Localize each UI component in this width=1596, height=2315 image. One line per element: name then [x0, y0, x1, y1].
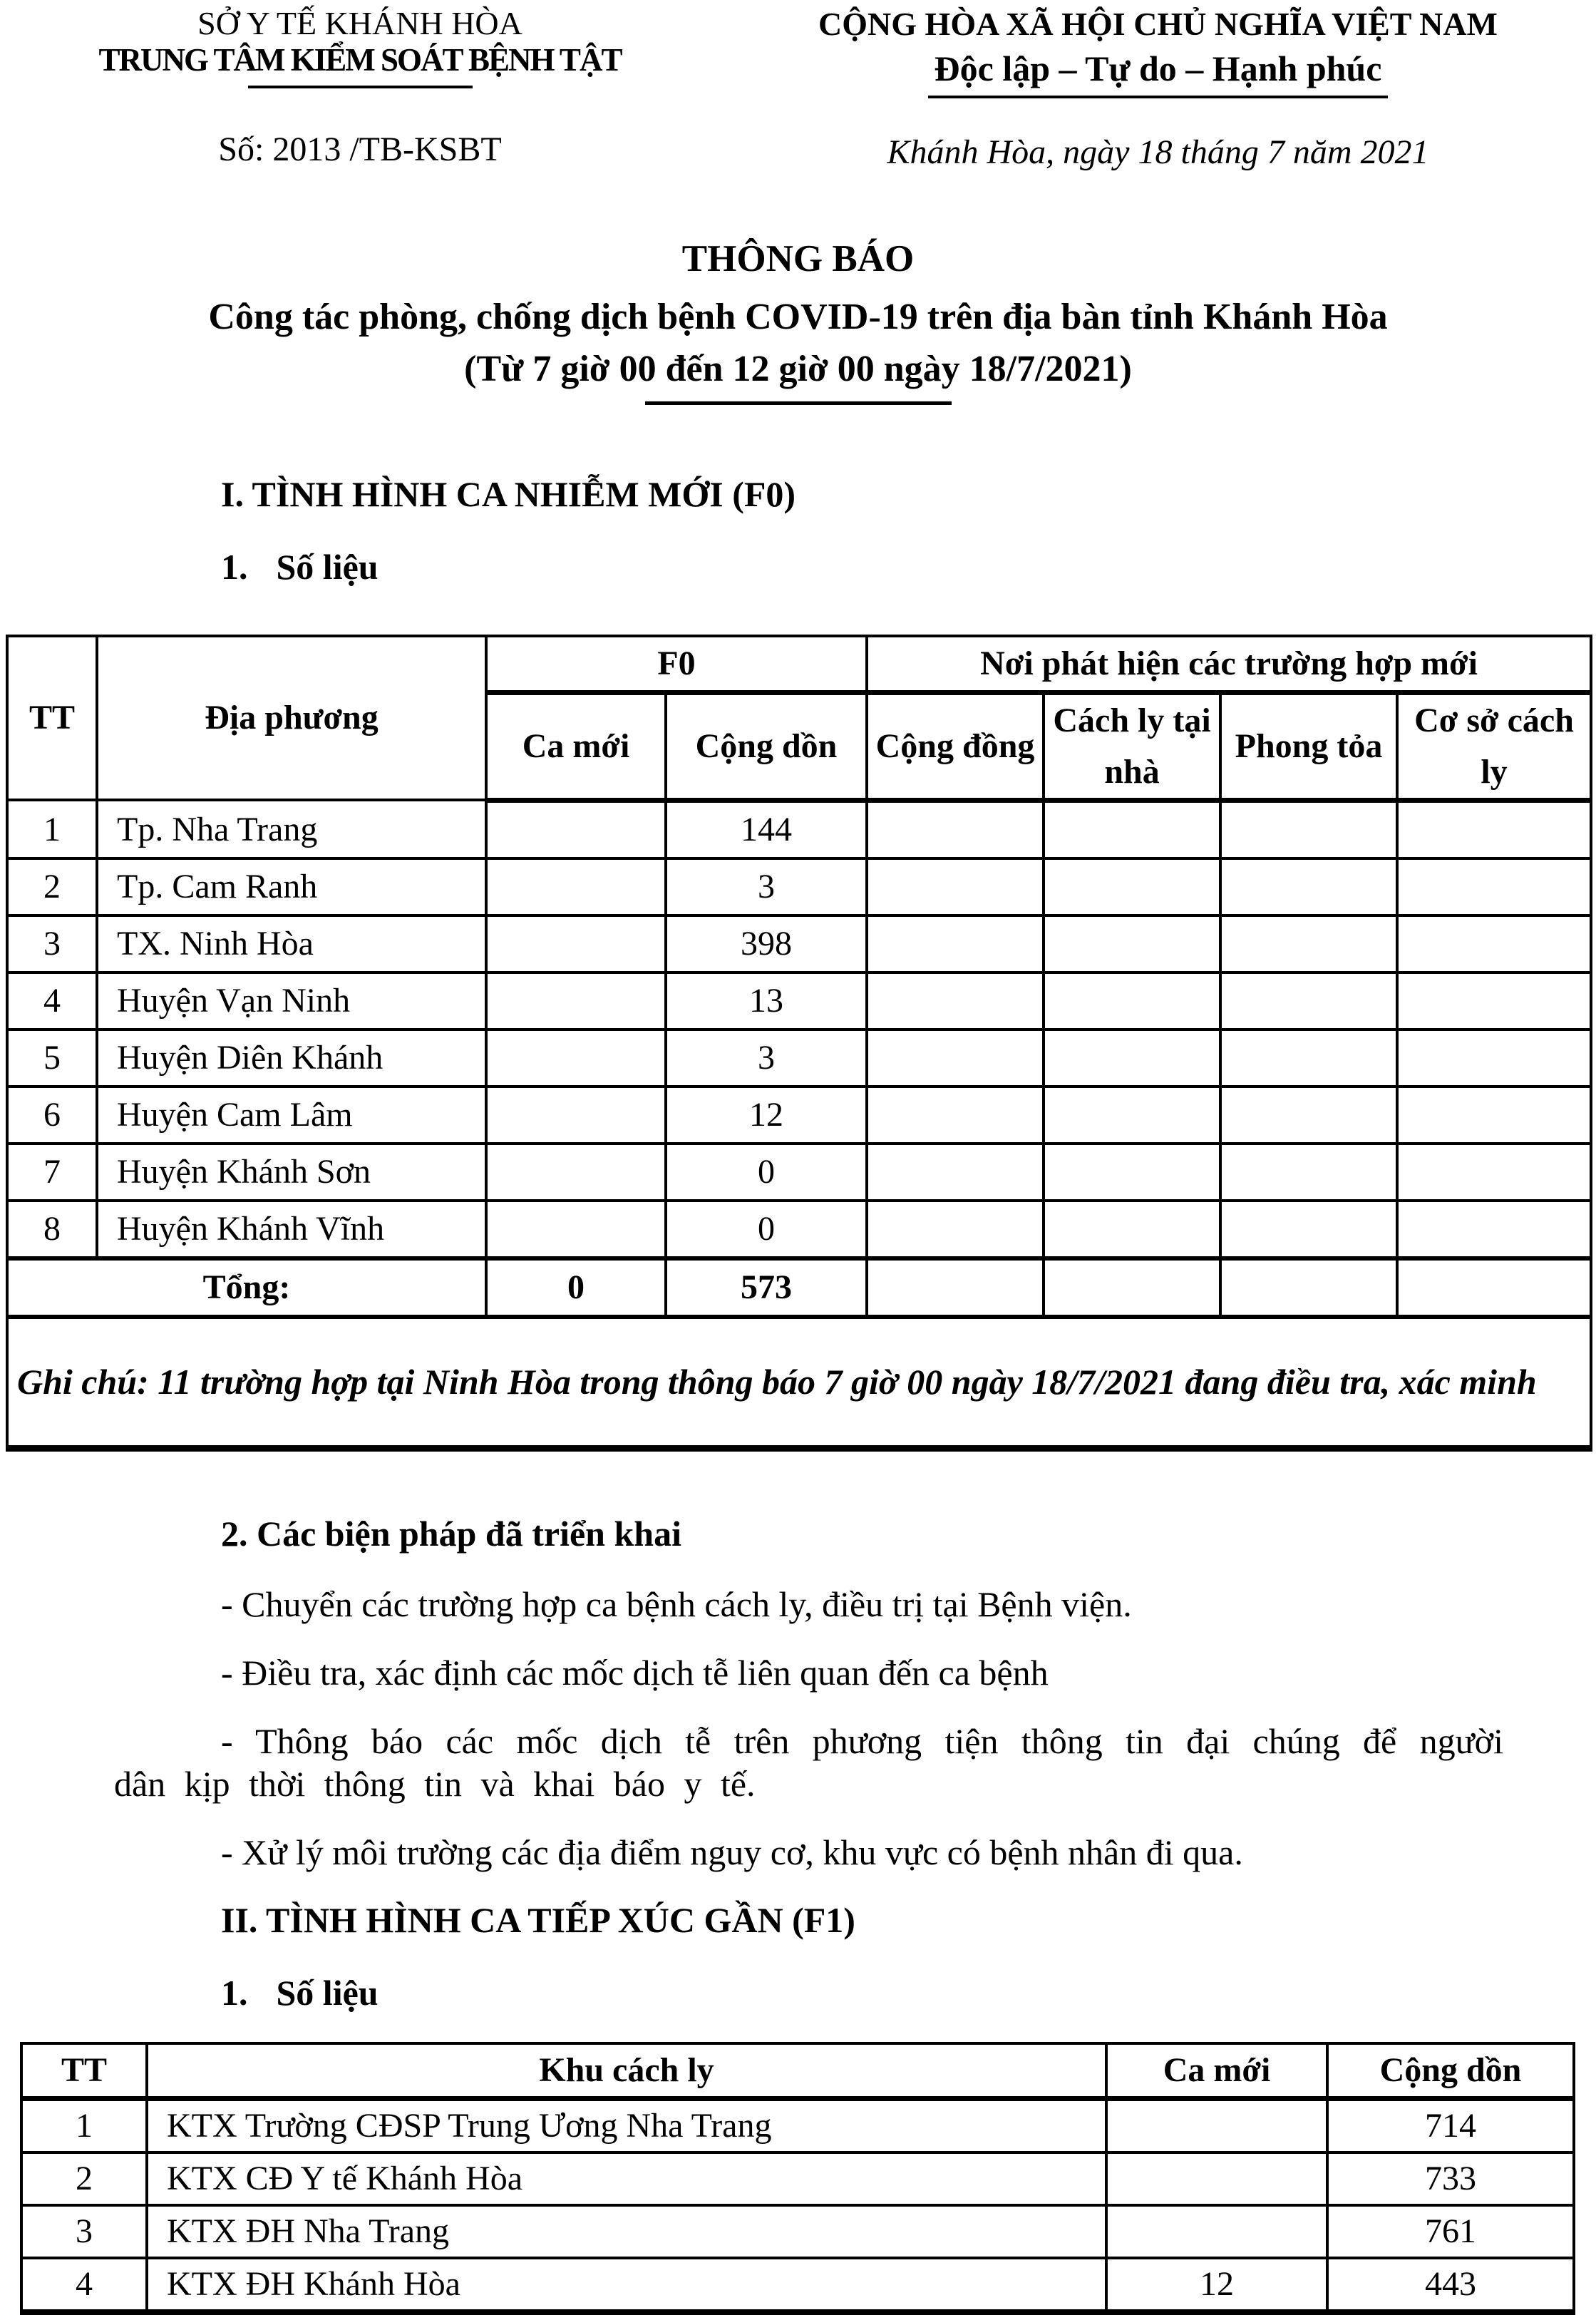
- cell-home-quarantine: [1044, 1201, 1220, 1258]
- sub-heading-label: Số liệu: [276, 546, 379, 587]
- col-header-tt: TT: [7, 636, 97, 801]
- place-date-line: Khánh Hòa, ngày 18 tháng 7 năm 2021: [887, 133, 1429, 171]
- col-header-home-quarantine: Cách ly tại nhà: [1044, 692, 1220, 800]
- measure-item: - Điều tra, xác định các mốc dịch tễ liên quan đến ca bệnh: [221, 1652, 1049, 1693]
- cell-quarantine-facility: [1397, 972, 1591, 1030]
- cell-tt: 8: [7, 1201, 97, 1258]
- cell-new-cases: [1106, 2152, 1327, 2205]
- cell-new-cases: [486, 1201, 666, 1258]
- document-number: Số: 2013 /TB-KSBT: [218, 130, 502, 169]
- f1-quarantine-table: [20, 2042, 1575, 2315]
- title-timerange: (Từ 7 giờ 00 đến 12 giờ 00 ngày 18/7/2021): [464, 348, 1132, 389]
- cell-cumulative: 0: [666, 1144, 867, 1201]
- cell-quarantine-facility: [1397, 800, 1591, 858]
- cell-tt: 4: [21, 2258, 147, 2312]
- total-new-cases: 0: [486, 1258, 666, 1317]
- cell-community: [867, 1087, 1044, 1144]
- measure-item: - Thông báo các mốc dịch tễ trên phương tiện thông tin đại chúng để người dân kịp thời thông tin và khai báo y tế.: [114, 1720, 1503, 1804]
- cell-home-quarantine: [1044, 858, 1220, 915]
- cell-quarantine-facility: [1397, 1030, 1591, 1087]
- cell-district: Huyện Cam Lâm: [97, 1087, 486, 1144]
- col-header-new-cases: Ca mới: [486, 692, 666, 800]
- cell-new-cases: [486, 858, 666, 915]
- section-1-sub-heading: [221, 546, 1596, 587]
- cell-home-quarantine: [1044, 800, 1220, 858]
- cell-home-quarantine: [1044, 915, 1220, 972]
- cell-quarantine-facility: [1397, 858, 1591, 915]
- agency-parent-name: SỞ Y TẾ KHÁNH HÒA: [197, 5, 522, 41]
- table-row: [7, 800, 1591, 858]
- cell-tt: 4: [7, 972, 97, 1030]
- cell-quarantine-facility: [1397, 1087, 1591, 1144]
- section-2-heading: 2. Các biện pháp đã triển khai: [221, 1513, 681, 1554]
- cell-new-cases: [486, 1087, 666, 1144]
- sub-heading-number: 1.: [221, 546, 248, 587]
- cell-cumulative: 714: [1327, 2098, 1574, 2152]
- table-row: [7, 972, 1591, 1030]
- cell-new-cases: [1106, 2205, 1327, 2258]
- table-row: [7, 915, 1591, 972]
- cell-new-cases: [486, 915, 666, 972]
- col-header-cumulative: Cộng dồn: [666, 692, 867, 800]
- cell-district: Huyện Diên Khánh: [97, 1030, 486, 1087]
- cell-cumulative: 144: [666, 800, 867, 858]
- motto-underline: [928, 96, 1388, 98]
- cell-district: Huyện Khánh Sơn: [97, 1144, 486, 1201]
- cell-cumulative: 733: [1327, 2152, 1574, 2205]
- document-title-block: [0, 237, 1596, 405]
- f0-cases-table: [6, 635, 1592, 1452]
- section-1-heading: I. TÌNH HÌNH CA NHIỄM MỚI (F0): [221, 473, 796, 514]
- cell-tt: 2: [21, 2152, 147, 2205]
- cell-tt: 1: [21, 2098, 147, 2152]
- cell-community: [867, 972, 1044, 1030]
- sub-heading-number: 1.: [221, 1972, 248, 2013]
- cell-district: Tp. Nha Trang: [97, 800, 486, 858]
- cell-community: [867, 800, 1044, 858]
- table-row: [21, 2152, 1574, 2205]
- table-header-row: [7, 636, 1591, 693]
- cell-zone: KTX Trường CĐSP Trung Ương Nha Trang: [147, 2098, 1106, 2152]
- cell-lockdown: [1220, 858, 1397, 915]
- cell-cumulative: 398: [666, 915, 867, 972]
- cell-tt: 7: [7, 1144, 97, 1201]
- col-group-detection: Nơi phát hiện các trường hợp mới: [867, 636, 1591, 693]
- table-row: [7, 1030, 1591, 1087]
- cell-lockdown: [1220, 1087, 1397, 1144]
- cell-zone: KTX CĐ Y tế Khánh Hòa: [147, 2152, 1106, 2205]
- cell-new-cases: [486, 1144, 666, 1201]
- cell-district: Huyện Khánh Vĩnh: [97, 1201, 486, 1258]
- cell-zone: KTX ĐH Nha Trang: [147, 2205, 1106, 2258]
- motto: Độc lập – Tự do – Hạnh phúc: [934, 48, 1382, 88]
- cell-lockdown: [1220, 1030, 1397, 1087]
- cell-district: Tp. Cam Ranh: [97, 858, 486, 915]
- cell-community: [867, 1144, 1044, 1201]
- cell-home-quarantine: [1044, 972, 1220, 1030]
- cell-cumulative: 761: [1327, 2205, 1574, 2258]
- agency-underline: [248, 86, 473, 88]
- cell-home-quarantine: [1044, 1087, 1220, 1144]
- cell-quarantine-facility: [1397, 1201, 1591, 1258]
- total-lockdown: [1220, 1258, 1397, 1317]
- cell-new-cases: [486, 800, 666, 858]
- total-quarantine-facility: [1397, 1258, 1591, 1317]
- cell-tt: 3: [7, 915, 97, 972]
- table-header-row: [21, 2043, 1574, 2099]
- cell-zone: KTX ĐH Khánh Hòa: [147, 2258, 1106, 2312]
- table-note: Ghi chú: 11 trường hợp tại Ninh Hòa trong thông báo 7 giờ 00 ngày 18/7/2021 đang điều tra, xác minh: [7, 1317, 1591, 1449]
- col-header-community: Cộng đồng: [867, 692, 1044, 800]
- cell-tt: 6: [7, 1087, 97, 1144]
- cell-district: TX. Ninh Hòa: [97, 915, 486, 972]
- col-header-quarantine-facility: Cơ sở cách ly: [1397, 692, 1591, 800]
- table-row: [7, 858, 1591, 915]
- title-main: THÔNG BÁO: [681, 237, 915, 279]
- col-header-new-cases: Ca mới: [1106, 2043, 1327, 2099]
- cell-tt: 3: [21, 2205, 147, 2258]
- col-header-district: Địa phương: [97, 636, 486, 801]
- measure-item: - Chuyển các trường hợp ca bệnh cách ly, điều trị tại Bệnh viện.: [221, 1583, 1132, 1624]
- cell-cumulative: 3: [666, 1030, 867, 1087]
- cell-quarantine-facility: [1397, 915, 1591, 972]
- cell-new-cases: [486, 1030, 666, 1087]
- total-label: Tổng:: [7, 1258, 486, 1317]
- cell-community: [867, 1201, 1044, 1258]
- country-name: CỘNG HÒA XÃ HỘI CHỦ NGHĨA VIỆT NAM: [818, 6, 1498, 42]
- col-group-f0: F0: [486, 636, 867, 693]
- cell-lockdown: [1220, 800, 1397, 858]
- cell-lockdown: [1220, 1201, 1397, 1258]
- cell-home-quarantine: [1044, 1030, 1220, 1087]
- table-row: [21, 2258, 1574, 2312]
- measure-item: - Xử lý môi trường các địa điểm nguy cơ, khu vực có bệnh nhân đi qua.: [221, 1832, 1243, 1872]
- section-3-sub-heading: [221, 1972, 1596, 2013]
- cell-cumulative: 0: [666, 1201, 867, 1258]
- cell-tt: 1: [7, 800, 97, 858]
- cell-home-quarantine: [1044, 1144, 1220, 1201]
- table-total-row: [7, 1258, 1591, 1317]
- national-motto-block: [720, 6, 1596, 172]
- title-underline: [645, 401, 952, 405]
- table-row: [21, 2205, 1574, 2258]
- cell-cumulative: 3: [666, 858, 867, 915]
- sub-heading-label: Số liệu: [276, 1972, 379, 2013]
- table-row: [7, 1087, 1591, 1144]
- cell-lockdown: [1220, 972, 1397, 1030]
- document-header: [0, 0, 1596, 172]
- col-header-lockdown: Phong tỏa: [1220, 692, 1397, 800]
- agency-name: TRUNG TÂM KIỂM SOÁT BỆNH TẬT: [98, 41, 622, 78]
- table-note-row: [7, 1317, 1591, 1449]
- cell-lockdown: [1220, 915, 1397, 972]
- table-row: [21, 2098, 1574, 2152]
- issuing-agency-block: [0, 6, 720, 172]
- table-row: [7, 1201, 1591, 1258]
- col-header-zone: Khu cách ly: [147, 2043, 1106, 2099]
- cell-district: Huyện Vạn Ninh: [97, 972, 486, 1030]
- title-subject: Công tác phòng, chống dịch bệnh COVID-19 trên địa bàn tỉnh Khánh Hòa: [208, 296, 1388, 337]
- total-home-quarantine: [1044, 1258, 1220, 1317]
- cell-new-cases: 12: [1106, 2258, 1327, 2312]
- cell-community: [867, 1030, 1044, 1087]
- cell-community: [867, 915, 1044, 972]
- cell-cumulative: 443: [1327, 2258, 1574, 2312]
- cell-lockdown: [1220, 1144, 1397, 1201]
- col-header-tt: TT: [21, 2043, 147, 2099]
- measures-paragraphs: [114, 1583, 1503, 1874]
- section-3-heading: II. TÌNH HÌNH CA TIẾP XÚC GẦN (F1): [221, 1899, 855, 1940]
- cell-new-cases: [486, 972, 666, 1030]
- cell-tt: 5: [7, 1030, 97, 1087]
- cell-new-cases: [1106, 2098, 1327, 2152]
- cell-cumulative: 12: [666, 1087, 867, 1144]
- total-community: [867, 1258, 1044, 1317]
- cell-community: [867, 858, 1044, 915]
- col-header-cumulative: Cộng dồn: [1327, 2043, 1574, 2099]
- cell-tt: 2: [7, 858, 97, 915]
- table-row: [7, 1144, 1591, 1201]
- total-cumulative: 573: [666, 1258, 867, 1317]
- cell-cumulative: 13: [666, 972, 867, 1030]
- cell-quarantine-facility: [1397, 1144, 1591, 1201]
